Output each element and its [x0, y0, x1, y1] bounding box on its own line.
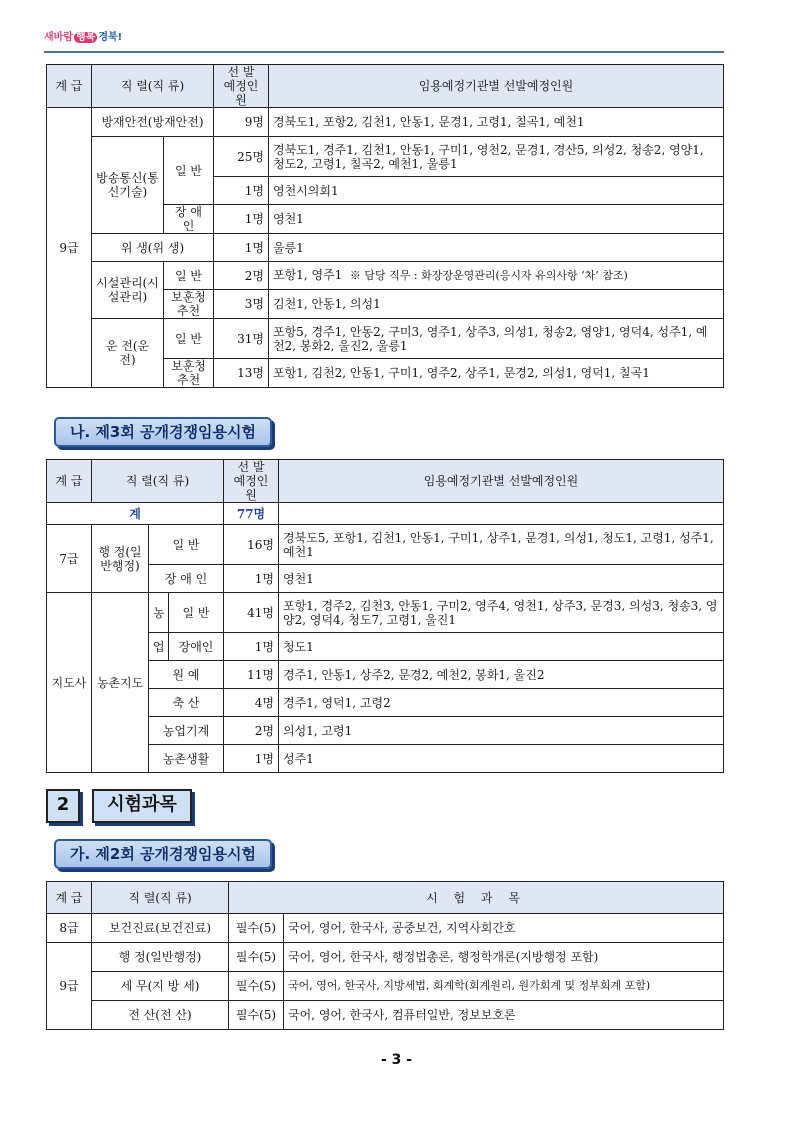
subtype-cell: 보훈청추천	[164, 290, 214, 319]
agencies-cell: 영천1	[269, 205, 724, 234]
req-cell: 필수(5)	[229, 1001, 284, 1030]
section-heading: 시험과목	[92, 789, 192, 823]
agencies-cell	[279, 503, 724, 525]
header-agencies: 임용예정기관별 선발예정인원	[269, 65, 724, 108]
subtype-cell: 장애인	[169, 633, 224, 661]
agencies-cell: 포항5, 경주1, 안동2, 구미3, 영주1, 상주3, 의성1, 청송2, 영양1, 영덕4, 성주1, 예천2, 봉화2, 울진2, 울릉1	[269, 319, 724, 359]
subtype-cell: 일 반	[164, 319, 214, 359]
section-title-3rd-exam: 나. 제3회 공개경쟁임용시험	[54, 417, 272, 447]
count-cell: 1명	[224, 565, 279, 593]
subtype-cell: 장 애 인	[164, 205, 214, 234]
series-cell: 위 생(위 생)	[92, 234, 214, 262]
count-cell: 1명	[214, 234, 269, 262]
count-cell: 13명	[214, 359, 269, 388]
agencies-cell: 포항1, 경주2, 김천3, 안동1, 구미2, 영주4, 영천1, 상주3, 문경3, 의성3, 청송3, 영양2, 영덕4, 청도7, 고령1, 울진1	[279, 593, 724, 633]
grade-cell: 9급	[47, 108, 92, 388]
agri-label: 농	[149, 593, 169, 633]
header-agencies: 임용예정기관별 선발예정인원	[279, 460, 724, 503]
series-cell: 전 산(전 산)	[92, 1001, 229, 1030]
series-cell: 방송통신(통신기술)	[92, 137, 164, 234]
count-cell: 16명	[224, 525, 279, 565]
count-cell: 11명	[224, 661, 279, 689]
section-number: 2	[46, 789, 80, 823]
subtype-cell: 원 예	[149, 661, 224, 689]
agri-label: 업	[149, 633, 169, 661]
header-series: 직 렬(직 류)	[92, 65, 214, 108]
count-cell: 2명	[224, 717, 279, 745]
req-cell: 필수(5)	[229, 914, 284, 943]
series-cell: 행 정(일반행정)	[92, 525, 149, 593]
agencies-cell: 청도1	[279, 633, 724, 661]
subtype-cell: 일 반	[149, 525, 224, 565]
count-cell: 25명	[214, 137, 269, 177]
logo	[44, 22, 154, 48]
series-cell: 보건진료(보건진료)	[92, 914, 229, 943]
agencies-cell: 울릉1	[269, 234, 724, 262]
agencies-cell: 포항1, 영주1 ※ 담당 직무 : 화장장운영관리(응시자 유의사항 ‘차’ 참조)	[269, 262, 724, 290]
subtype-cell: 농촌생활	[149, 745, 224, 773]
subtype-cell: 보훈청추천	[164, 359, 214, 388]
subtype-cell: 장 애 인	[149, 565, 224, 593]
table-3rd-exam	[46, 459, 724, 773]
total-count: 77명	[224, 503, 279, 525]
subjects-cell: 국어, 영어, 한국사, 공중보건, 지역사회간호	[284, 914, 724, 943]
agencies-cell: 성주1	[279, 745, 724, 773]
table-9grade-openexam	[46, 64, 724, 388]
header-grade: 계 급	[47, 882, 92, 914]
header-count: 선 발 예정인원	[224, 460, 279, 503]
header-series: 직 렬(직 류)	[92, 882, 229, 914]
grade-cell: 9급	[47, 943, 92, 1030]
grade-cell: 8급	[47, 914, 92, 943]
total-label: 계	[47, 503, 224, 525]
agencies-cell: 경주1, 안동1, 상주2, 문경2, 예천2, 봉화1, 울진2	[279, 661, 724, 689]
count-cell: 31명	[214, 319, 269, 359]
count-cell: 1명	[224, 745, 279, 773]
count-cell: 9명	[214, 108, 269, 137]
subtype-cell: 일 반	[164, 137, 214, 205]
agencies-cell: 경북도1, 경주1, 김천1, 안동1, 구미1, 영천2, 문경1, 경산5, 의성2, 청송2, 영양1, 청도2, 고령1, 칠곡2, 예천1, 울릉1	[269, 137, 724, 177]
count-cell: 4명	[224, 689, 279, 717]
series-cell: 시설관리(시설관리)	[92, 262, 164, 319]
agencies-cell: 경북도5, 포항1, 김천1, 안동1, 구미1, 상주1, 문경1, 의성1, 청도1, 고령1, 성주1, 예천1	[279, 525, 724, 565]
series-cell: 운 전(운 전)	[92, 319, 164, 388]
subjects-cell: 국어, 영어, 한국사, 컴퓨터일반, 정보보호론	[284, 1001, 724, 1030]
subtype-cell: 축 산	[149, 689, 224, 717]
page-number: - 3 -	[380, 1052, 413, 1068]
header-series: 직 렬(직 류)	[92, 460, 224, 503]
header-subjects: 시 험 과 목	[229, 882, 724, 914]
note-text: ※ 담당 직무 : 화장장운영관리(응시자 유의사항 ‘차’ 참조)	[349, 269, 628, 282]
agencies-cell: 김천1, 안동1, 의성1	[269, 290, 724, 319]
header-rule	[44, 51, 724, 53]
subjects-cell: 국어, 영어, 한국사, 행정법총론, 행정학개론(지방행정 포함)	[284, 943, 724, 972]
header-grade: 계 급	[47, 460, 92, 503]
agencies-cell: 의성1, 고령1	[279, 717, 724, 745]
header-grade: 계 급	[47, 65, 92, 108]
subtype-cell: 농업기계	[149, 717, 224, 745]
logo-text: 새바람 행복 경북!	[44, 32, 123, 43]
series-cell: 방재안전(방재안전)	[92, 108, 214, 137]
subtype-cell: 일 반	[164, 262, 214, 290]
series-cell: 세 무(지 방 세)	[92, 972, 229, 1001]
count-cell: 41명	[224, 593, 279, 633]
req-cell: 필수(5)	[229, 972, 284, 1001]
table-exam-subjects	[46, 881, 724, 1030]
series-cell: 행 정(일반행정)	[92, 943, 229, 972]
req-cell: 필수(5)	[229, 943, 284, 972]
grade-cell: 지도사	[47, 593, 92, 773]
agencies-cell: 영천시의회1	[269, 177, 724, 205]
series-cell: 농촌지도	[92, 593, 149, 773]
header-count: 선 발 예정인원	[214, 65, 269, 108]
count-cell: 2명	[214, 262, 269, 290]
count-cell: 3명	[214, 290, 269, 319]
agencies-cell: 경주1, 영덕1, 고령2	[279, 689, 724, 717]
section-title-2nd-exam: 가. 제2회 공개경쟁임용시험	[54, 839, 272, 869]
agencies-cell: 영천1	[279, 565, 724, 593]
grade-cell: 7급	[47, 525, 92, 593]
agencies-cell: 포항1, 김천2, 안동1, 구미1, 영주2, 상주1, 문경2, 의성1, 영덕1, 칠곡1	[269, 359, 724, 388]
count-cell: 1명	[214, 205, 269, 234]
subtype-cell: 일 반	[169, 593, 224, 633]
count-cell: 1명	[214, 177, 269, 205]
subjects-cell: 국어, 영어, 한국사, 지방세법, 회계학(회계원리, 원가회계 및 정부회계 포함)	[284, 972, 724, 1001]
agencies-cell: 경북도1, 포항2, 김천1, 안동1, 문경1, 고령1, 칠곡1, 예천1	[269, 108, 724, 137]
count-cell: 1명	[224, 633, 279, 661]
